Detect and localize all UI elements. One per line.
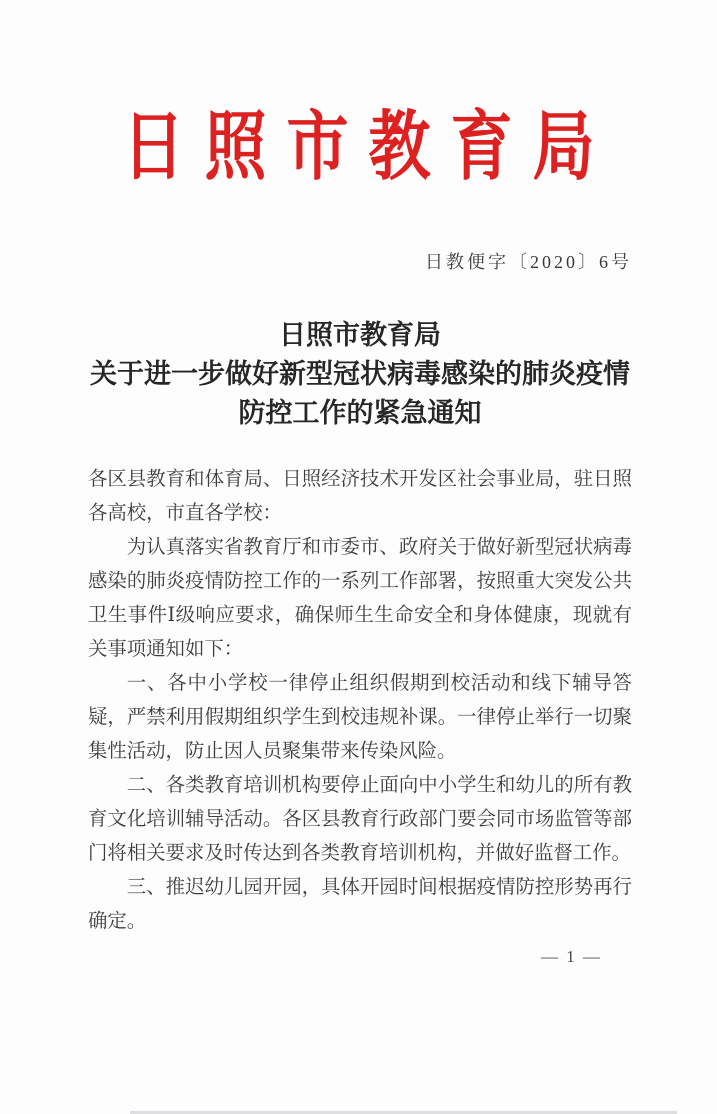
salutation: 各区县教育和体育局、日照经济技术开发区社会事业局，驻日照各高校，市直各学校： <box>88 469 632 524</box>
document-title <box>88 316 632 433</box>
body-paragraph-item-2: 二、各类教育培训机构要停止面向中小学生和幼儿的所有教育文化培训辅导活动。各区县教育行政部门要会同市场监管等部门将相关要求及时传达到各类教育培训机构，并做好监督工作。 <box>88 775 632 864</box>
scanned-document-page <box>0 102 717 1114</box>
document-reference-number: 日教便字〔2020〕6号 <box>425 252 632 272</box>
document-title-line-2: 关于进一步做好新型冠状病毒感染的肺炎疫情 <box>90 359 630 389</box>
body-paragraph-item-3: 三、推迟幼儿园开园，具体开园时间根据疫情防控形势再行确定。 <box>88 877 632 932</box>
body-paragraph-intro: 为认真落实省教育厅和市委市、政府关于做好新型冠状病毒感染的肺炎疫情防控工作的一系列工作部署，按照重大突发公共卫生事件Ⅰ级响应要求，确保师生生命安全和身体健康，现就有关事项通知如下： <box>88 537 632 660</box>
document-body <box>88 463 632 939</box>
page-number: — 1 — <box>541 947 602 966</box>
body-paragraph-item-1: 一、各中小学校一律停止组织假期到校活动和线下辅导答疑，严禁利用假期组织学生到校违规补课。一律停止举行一切聚集性活动，防止因人员聚集带来传染风险。 <box>88 673 632 762</box>
agency-masthead <box>0 102 717 194</box>
agency-masthead-text: 日照市教育局 <box>122 106 615 190</box>
document-title-line-3: 防控工作的紧急通知 <box>238 398 482 428</box>
document-title-line-1: 日照市教育局 <box>279 320 441 350</box>
